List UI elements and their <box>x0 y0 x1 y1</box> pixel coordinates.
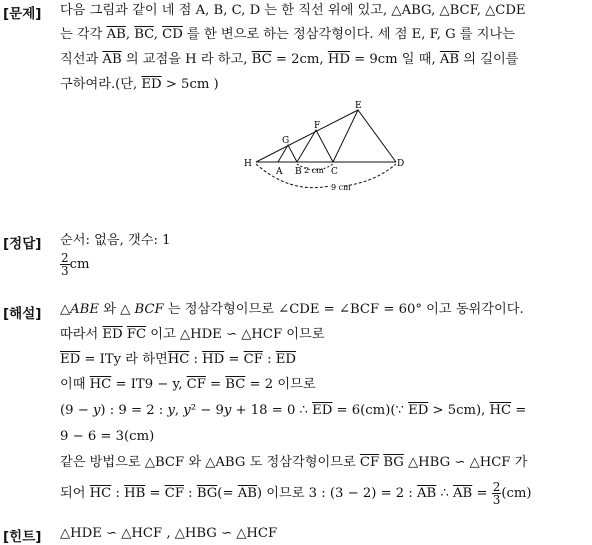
arc-hd-right <box>344 164 396 186</box>
problem-tag: [문제] <box>3 6 42 22</box>
explanation-line-3: $\overline{ED}$ = ITy 라 하면$\overline{HC}$ : $\overline{HD} = \overline{CF}$ : $\overline{ED}$ <box>60 352 296 367</box>
explanation-line-1: △ABE 와 △ BCF 는 정삼각형이므로 ∠CDE = ∠BCF = 60° 이고 동위각이다. <box>60 302 524 317</box>
label-hd: 9 cm <box>331 183 351 192</box>
explanation-line-8: 되어 $\overline{HC}$ : $\overline{HB} = \overline{CF}$ : $\overline{BG}(= \overline{AB})$ 이므로 3 : (3 − 2) = 2 : $\overline{AB}$ ∴ $\overline{AB}$ = $\frac{2}{3}$ (cm) <box>60 480 532 507</box>
problem-line-3: 직선과 $\overline{AB}$ 의 교점을 H 라 하고, $\overline{BC} = 2cm$, $\overline{HD} = 9cm$ 일 때, $\overline{AB}$ 의 길이를 <box>60 52 519 67</box>
hint-text: △HDE ∽ △HCF , △HBG ∽ △HCF <box>60 526 278 541</box>
answer-fraction: $\frac{2}{3}$ <box>61 251 69 278</box>
point-b: B <box>295 167 302 177</box>
problem-line-4: 구하여라.(단, $\overline{ED} > 5cm$ ) <box>60 77 219 92</box>
answer-value: $\frac{2}{3}$ cm <box>61 251 90 278</box>
point-e: E <box>355 101 362 111</box>
explanation-line-5: (9 − y) : 9 = 2 : y, y² − 9y + 18 = 0 ∴ $\overline{ED}$ = 6(cm)(∵ $\overline{ED} > 5cm$), $\overline{HC}$ = <box>60 403 527 418</box>
point-a: A <box>276 167 283 177</box>
explanation-tag: [해설] <box>3 306 42 322</box>
triangle-bcf <box>297 130 333 162</box>
hint-tag: [힌트] <box>3 529 42 545</box>
point-h: H <box>244 159 252 169</box>
problem-line-1: 다음 그림과 같이 네 점 A, B, C, D 는 한 직선 위에 있고, △ABG, △BCF, △CDE <box>60 3 526 18</box>
point-d: D <box>397 159 405 169</box>
problem-line-2: 는 각각 $\overline{AB}$, $\overline{BC}$, $\overline{CD}$ 를 한 변으로 하는 정삼각형이다. 세 점 E, F, G 를 지나는 <box>60 27 516 42</box>
explanation-line-2: 따라서 $\overline{ED}$ $\overline{FC}$ 이고 △HDE ∽ △HCF 이므로 <box>60 327 325 342</box>
point-c: C <box>331 167 338 177</box>
label-bc: 2 cm <box>304 166 324 175</box>
answer-tag: [정답] <box>3 236 42 252</box>
geometry-figure <box>240 98 410 194</box>
answer-meta: 순서: 없음, 갯수: 1 <box>60 233 171 248</box>
point-g: G <box>282 136 290 146</box>
explanation-line-6: 9 − 6 = 3(cm) <box>60 429 155 444</box>
explanation-line-4: 이때 $\overline{HC} = IT9 - y$, $\overline{CF} = \overline{BC} = 2$ 이므로 <box>60 377 316 392</box>
line-he <box>256 110 358 162</box>
explanation-line-7: 같은 방법으로 △BCF 와 △ABG 도 정삼각형이므로 $\overline{CF}$ $\overline{BG}$ △HBG ∽ △HCF 가 <box>60 455 528 470</box>
point-f: F <box>314 121 321 131</box>
triangle-abg <box>278 145 297 162</box>
